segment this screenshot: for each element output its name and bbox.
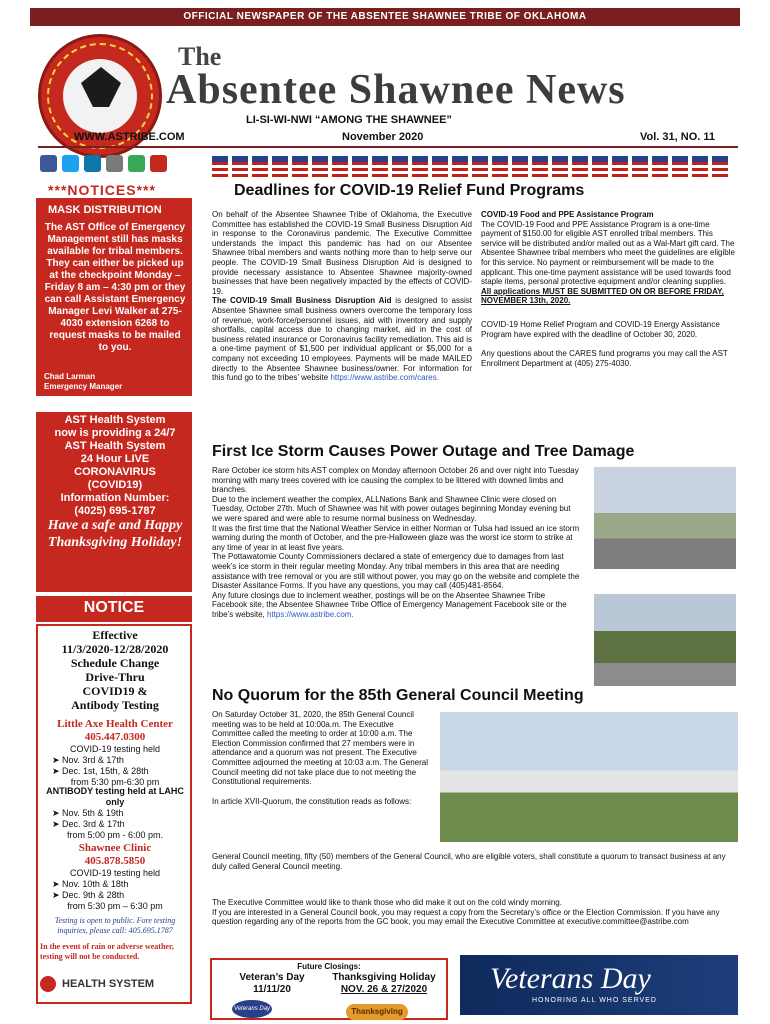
food-ppe-body: The COVID-19 Food and PPE Assistance Program is a one-time payment of $150.00 for eligible AST enrolled tribal members. This service will be distributed and/or mailed out as a Wal-Mart gift card. The Absentee Shawnee tribal members who meet the guidelines are eligible for this service. No payment or reimbursement will be made to the applicant. This one-time payment assistance will be used towards food staple items, personal protective equipment and/or cleaning supplies. — [481, 219, 735, 287]
application-deadline: All applications MUST BE SUBMITTED ON OR BEFORE FRIDAY, NOVEMBER 13th, 2020. — [481, 286, 724, 306]
notices-heading: ***NOTICES*** — [48, 182, 156, 198]
antibody-dates: ➤ Dec. 3rd & 17th — [52, 819, 125, 829]
youtube-icon[interactable] — [150, 155, 167, 172]
health-system-logo: HEALTH SYSTEM — [40, 976, 190, 992]
ast-line7: Information Number: — [60, 492, 170, 504]
veterans-date: 11/11/20 — [253, 984, 291, 995]
shawnee-covid-head: COVID-19 testing held — [69, 868, 161, 878]
thanksgiving-title: Thanksgiving Holiday — [332, 972, 436, 983]
antibody-dates: ➤ Nov. 5th & 19th — [52, 808, 124, 818]
home-relief-note: COVID-19 Home Relief Program and COVID-19 Energy Assistance Program have expired with the deadline of October 30, 2020. — [481, 319, 720, 339]
covid-headline: Deadlines for COVID-19 Relief Fund Programs — [234, 182, 585, 199]
quorum-p2: In article XVII-Quorum, the constitution reads as follows: — [212, 796, 412, 806]
future-closings-heading: Future Closings: — [297, 962, 361, 971]
signer-name: Chad Larman — [44, 372, 96, 381]
quorum-constitution — [212, 852, 738, 871]
email-icon[interactable] — [106, 155, 123, 172]
social-icons — [40, 155, 167, 172]
health-seal-icon — [40, 976, 56, 992]
lahc-covid-dates: ➤ Nov. 3rd & 17th — [52, 755, 124, 765]
masthead-title: Absentee Shawnee News — [166, 67, 626, 113]
cares-questions: Any questions about the CARES fund programs you may call the AST Enrollment Department at (405) 275-4030. — [481, 349, 728, 368]
veterans-closing — [224, 972, 320, 996]
issue-volume: Vol. 31, NO. 11 — [640, 131, 715, 143]
flag-border-decoration — [212, 156, 738, 178]
ice-p2: Due to the inclement weather the complex, ALLNations Bank and Shawnee Clinic were closed on Tuesday, October 27th. Much of Shawnee was hit with power outages beginning Monday evening but we were spared and were able to resume normal business on Wednesday. — [212, 494, 571, 523]
quorum-headline: No Quorum for the 85th General Council Meeting — [212, 687, 584, 704]
divider — [74, 400, 162, 410]
masthead-rule — [38, 146, 738, 148]
mask-body: The AST Office of Emergency Management still has masks available for tribal members. They can either be picked up at the checkpoint Monday – Friday 8 am – 4:30 pm or they can call Assistant Emergency Manager Levi Walker at 275-4030 extension 6268 to request masks to be mailed to you. — [44, 222, 186, 353]
masthead-motto: LI-SI-WI-NWI “AMONG THE SHAWNEE” — [246, 114, 452, 126]
thanksgiving-greeting: Have a safe and Happy Thanksgiving Holiday! — [47, 518, 183, 550]
shawnee-phone: 405.878.5850 — [84, 855, 146, 867]
effective-dates: 11/3/2020-12/28/2020 — [61, 642, 169, 656]
lahc-phone: 405.447.0300 — [84, 731, 146, 743]
lahc-contact — [40, 718, 190, 744]
shawnee-covid-schedule — [40, 868, 190, 912]
share-icon[interactable] — [128, 155, 145, 172]
lahc-covid-time: from 5:30 pm-6:30 pm — [70, 777, 160, 787]
ice-p5: Any future closings due to inclement weather, postings will be on the Absentee Shawnee Tribe Facebook site, the Absentee Shawnee Tribe Office of Emergency Management Facebook site or the tribe’s website, https://www.astribe.com. — [212, 590, 567, 619]
ice-p4: The Pottawatomie County Commissioners declared a state of emergency due to damages from last week’s ice storm in their regular meeting Monday. Any tribal members in this area that are needing assistance with tree removal or you are still without power, you may go on the website and complete the Disaster Assitance Forms. If you have any questions, you may call (405)481-8564. — [212, 552, 580, 591]
top-banner: OFFICIAL NEWSPAPER OF THE ABSENTEE SHAWNEE TRIBE OF OKLAHOMA — [30, 8, 740, 26]
covid-right-column — [481, 210, 737, 368]
thanksgiving-closing — [326, 972, 442, 996]
mask-signer — [44, 372, 122, 392]
veterans-day-badge: Veterans Day — [232, 1000, 272, 1018]
ast-line6: (COVID19) — [87, 479, 143, 491]
ice-photo-trees — [594, 467, 736, 569]
antibody-time: from 5:00 pm - 6:00 pm. — [66, 830, 164, 840]
covid-left-p2: The COVID-19 Small Business Disruption Aid is designed to assist Absentee Shawnee small business owners overcome the temporary loss of revenue, work-force/personnel issues, aid with inventory and supply shortfalls, capital access due to changing market, aid in the cost of business related insurance or Coronavirus facility remediation. This aid is a one-time payment of $1,500 per individual applicant or $5,000 for a company not exceeding 10 employees. Payments will be made MAILED directly to the Absentee Shawnee business/owner. For information for this fund go to the tribes’ website https://www.astribe.com/cares. — [212, 296, 472, 383]
ice-body — [212, 466, 582, 620]
effective-line: Drive-Thru — [85, 670, 145, 684]
ast-hotline — [44, 414, 186, 518]
website-link[interactable]: WWW.ASTRIBE.COM — [74, 131, 185, 143]
effective-heading — [40, 628, 190, 712]
astribe-link[interactable]: https://www.astribe.com. — [267, 609, 354, 619]
effective-line: Effective — [92, 628, 138, 642]
covid-left-column — [212, 210, 472, 383]
effective-line: Antibody Testing — [71, 698, 159, 712]
quorum-p4: The Executive Committee would like to thank those who did make it out on the cold windy morning. — [212, 898, 562, 907]
quorum-p1: On Saturday October 31, 2020, the 85th General Council meeting was to be held at 10:00a.m. The Executive Committee called the meeting to order at 10:00 a.m. The Election Commission confirmed that 27 members were in attendance and a quorum was not present. The Executive Committee adjourned the meeting at 10:03 a.m. The General Council meeting did not take place due to not meeting the Constitutional requirements. — [212, 710, 428, 787]
ast-line5: CORONAVIRUS — [74, 466, 156, 478]
ast-line2: now is providing a 24/7 — [54, 427, 176, 439]
ice-photo-tree-damage — [594, 594, 736, 686]
ast-line8: (4025) 695-1787 — [74, 505, 156, 517]
ast-line3: AST Health System — [64, 440, 166, 452]
issue-date: November 2020 — [342, 131, 424, 143]
lahc-name: Little Axe Health Center — [57, 718, 173, 730]
public-testing-note: Testing is open to public. Fore testing inquiries, please call: 405.695.1787 — [54, 916, 176, 935]
veterans-title: Veteran’s Day — [239, 972, 305, 983]
signer-title: Emergency Manager — [44, 382, 123, 391]
quorum-p5: If you are interested in a General Council book, you may request a copy from the Secretary’s office or the Election Commission. If you have any question regarding any of the reports from the GC book, you may email the Executive Committee at executive.committee@astribe.com — [212, 907, 720, 927]
shawnee-dates: ➤ Dec. 9th & 28th — [52, 890, 125, 900]
effective-line: Schedule Change — [70, 656, 160, 670]
veterans-banner-title: Veterans Day — [490, 962, 651, 995]
masthead-the: The — [178, 42, 222, 71]
antibody-schedule — [40, 786, 190, 841]
ice-p3: It was the first time that the National Weather Service in either Norman or Tulsa had issued an ice storm warning during the month of October, and the pre-Halloween glaze was the worst ice storm to strike at any time of year in at least five years. — [212, 523, 580, 552]
covid-left-p1: On behalf of the Absentee Shawnee Tribe of Oklahoma, the Executive Committee has established the COVID-19 Small Business Disruption Aid in response to the Coronavirus pandemic. The Executive Committee understands the impact this pandemic has had on our Absentee Shawnee tribal members and wants nothing more than to help serve our people. The COVID-19 Small Business Disruption Aid is designed to provide necessary assistance to Absentee Shawnee majority-owned businesses that have been negatively impacted by the effects of COVID-19. — [212, 210, 472, 296]
lahc-covid-schedule — [40, 744, 190, 788]
quorum-p3: General Council meeting, fifty (50) members of the General Council, who are eligible voters, shall constitute a quorum to transact business at any duly called General Council meeting. — [212, 852, 726, 871]
effective-line: COVID19 & — [82, 684, 148, 698]
shawnee-time: from 5:30 pm – 6:30 pm — [67, 901, 163, 911]
thanksgiving-date: NOV. 26 & 27/2020 — [340, 984, 428, 995]
cares-link[interactable]: https://www.astribe.com/cares. — [330, 373, 439, 383]
antibody-head: ANTIBODY testing held at LAHC only — [46, 786, 184, 807]
shawnee-dates: ➤ Nov. 10th & 18th — [52, 879, 129, 889]
weather-note: In the event of rain or adverse weather, testing will not be conducted. — [40, 942, 174, 961]
quorum-body — [212, 710, 434, 806]
lahc-covid-head: COVID-19 testing held — [69, 744, 161, 754]
mask-heading: MASK DISTRIBUTION — [48, 204, 162, 216]
veterans-banner-subtitle: HONORING ALL WHO SERVED — [532, 997, 657, 1004]
linkedin-icon[interactable] — [84, 155, 101, 172]
ast-line4: 24 Hour LIVE — [80, 453, 150, 465]
twitter-icon[interactable] — [62, 155, 79, 172]
lahc-covid-dates: ➤ Dec. 1st, 15th, & 28th — [52, 766, 149, 776]
quorum-closing — [212, 898, 738, 927]
ice-p1: Rare October ice storm hits AST complex on Monday afternoon October 26 and over night into Tuesday morning with many trees covered with ice causing the complex to be littered with downed limbs and branches. — [212, 466, 579, 495]
notice-label: NOTICE — [36, 596, 192, 622]
facebook-icon[interactable] — [40, 155, 57, 172]
thanksgiving-badge: Thanksgiving — [346, 1004, 408, 1020]
shawnee-clinic-contact — [40, 842, 190, 868]
shawnee-name: Shawnee Clinic — [78, 842, 152, 854]
ast-line1: AST Health System — [64, 414, 166, 426]
ice-headline: First Ice Storm Causes Power Outage and Tree Damage — [212, 443, 635, 460]
council-tent-photo — [440, 712, 738, 842]
food-ppe-heading: COVID-19 Food and PPE Assistance Program — [481, 210, 654, 219]
